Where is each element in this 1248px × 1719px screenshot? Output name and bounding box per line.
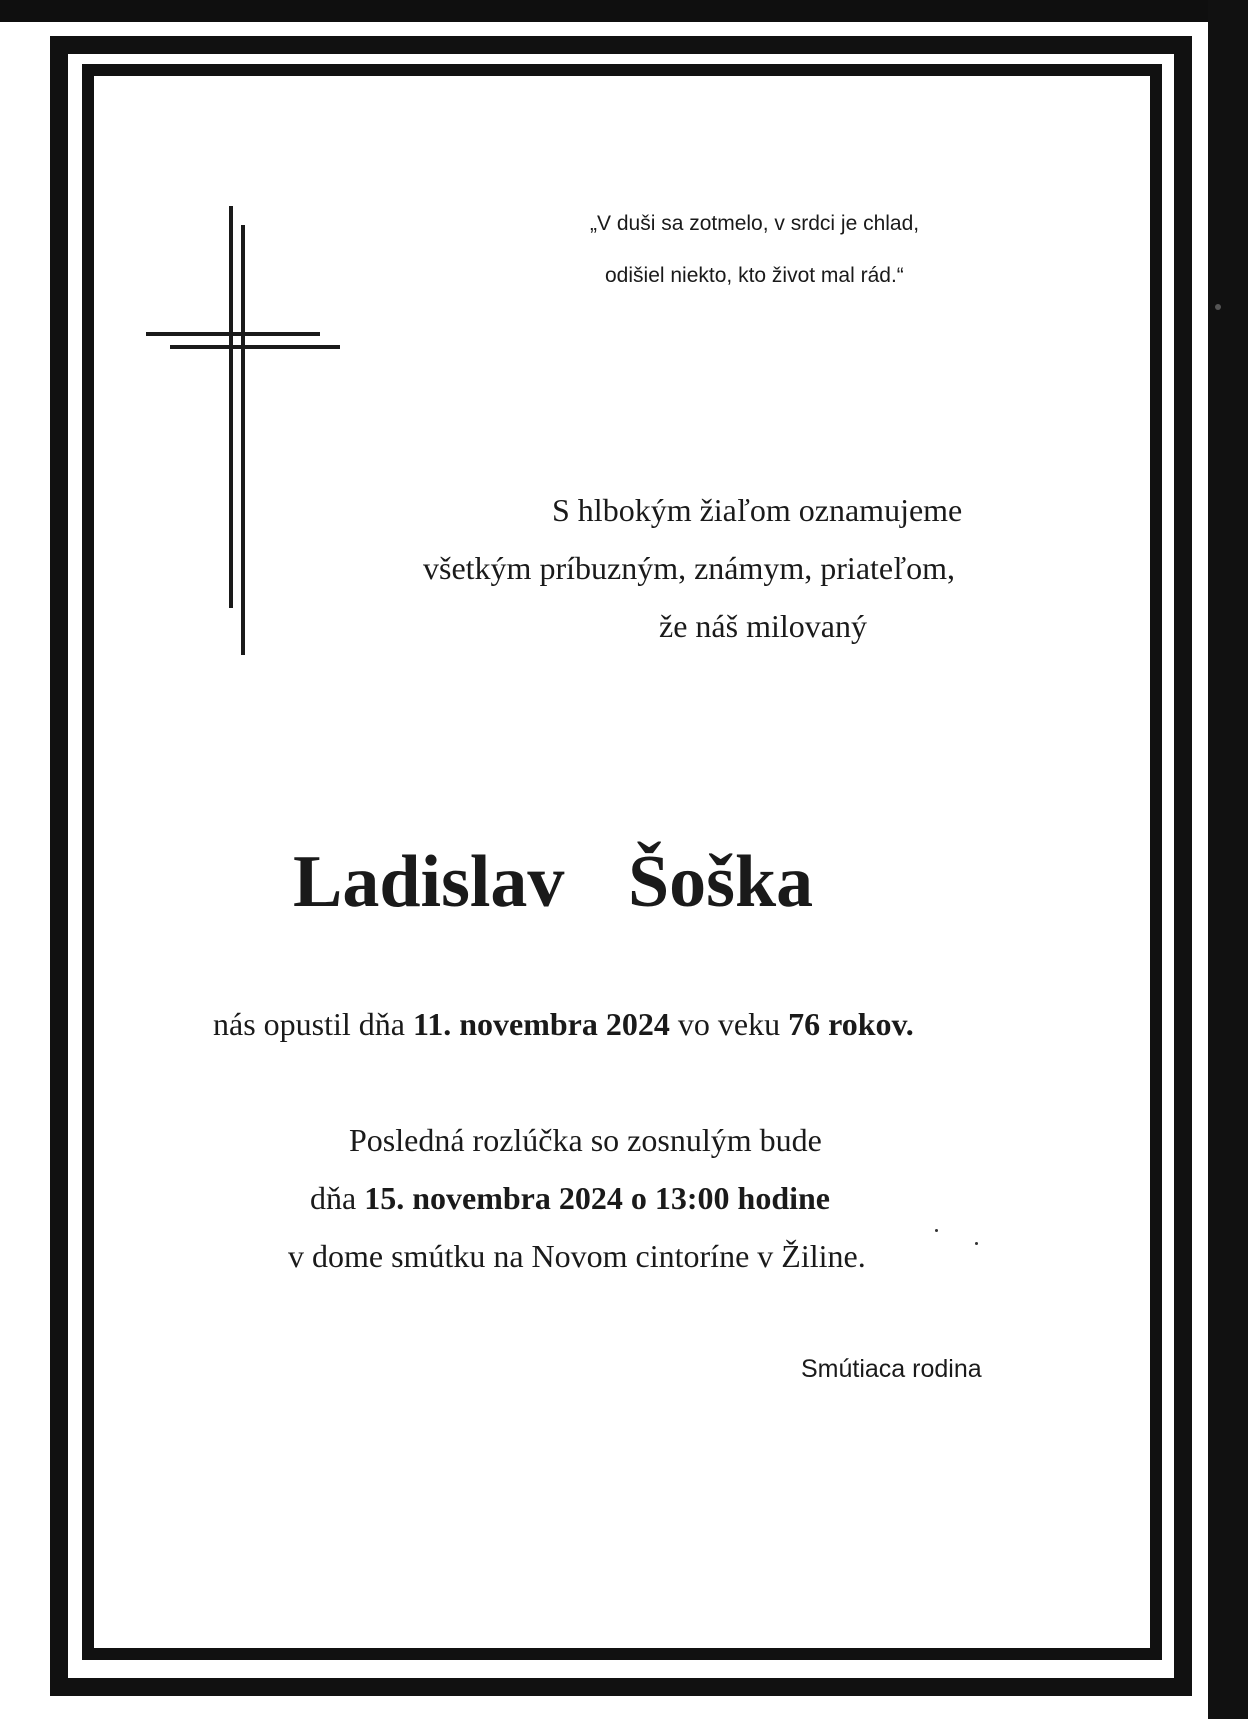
scan-speck bbox=[1215, 304, 1221, 310]
notice-area bbox=[94, 76, 1150, 1648]
death-date: 11. novembra 2024 bbox=[412, 1006, 670, 1042]
announcement-line-2: všetkým príbuzným, známym, priateľom, bbox=[423, 550, 955, 586]
funeral-line-1: Posledná rozlúčka so zosnulým bude bbox=[349, 1122, 822, 1158]
quote-line-1: „V duši sa zotmelo, v srdci je chlad, bbox=[590, 212, 920, 235]
funeral-line-3: v dome smútku na Novom cintoríne v Žiline. bbox=[288, 1238, 866, 1274]
announcement-line-3: že náš milovaný bbox=[659, 608, 867, 644]
scan-edge bbox=[1208, 0, 1248, 1719]
death-age: 76 rokov. bbox=[788, 1006, 914, 1042]
funeral-day-prefix: dňa bbox=[310, 1180, 365, 1216]
funeral-datetime: 15. novembra 2024 o 13:00 hodine bbox=[364, 1180, 830, 1216]
announcement-line-1: S hlbokým žiaľom oznamujeme bbox=[552, 492, 963, 528]
quote-line-2: odišiel niekto, kto život mal rád.“ bbox=[605, 264, 904, 287]
deceased-last-name: Šoška bbox=[628, 841, 814, 923]
deceased-first-name: Ladislav bbox=[293, 841, 565, 923]
death-prefix: nás opustil dňa bbox=[213, 1006, 413, 1042]
signature: Smútiaca rodina bbox=[801, 1355, 982, 1383]
death-notice-line bbox=[213, 1006, 914, 1043]
scan-speck bbox=[935, 1229, 938, 1232]
scan-speck bbox=[975, 1242, 978, 1245]
funeral-line-2 bbox=[310, 1180, 830, 1217]
death-middle: vo veku bbox=[669, 1006, 789, 1042]
